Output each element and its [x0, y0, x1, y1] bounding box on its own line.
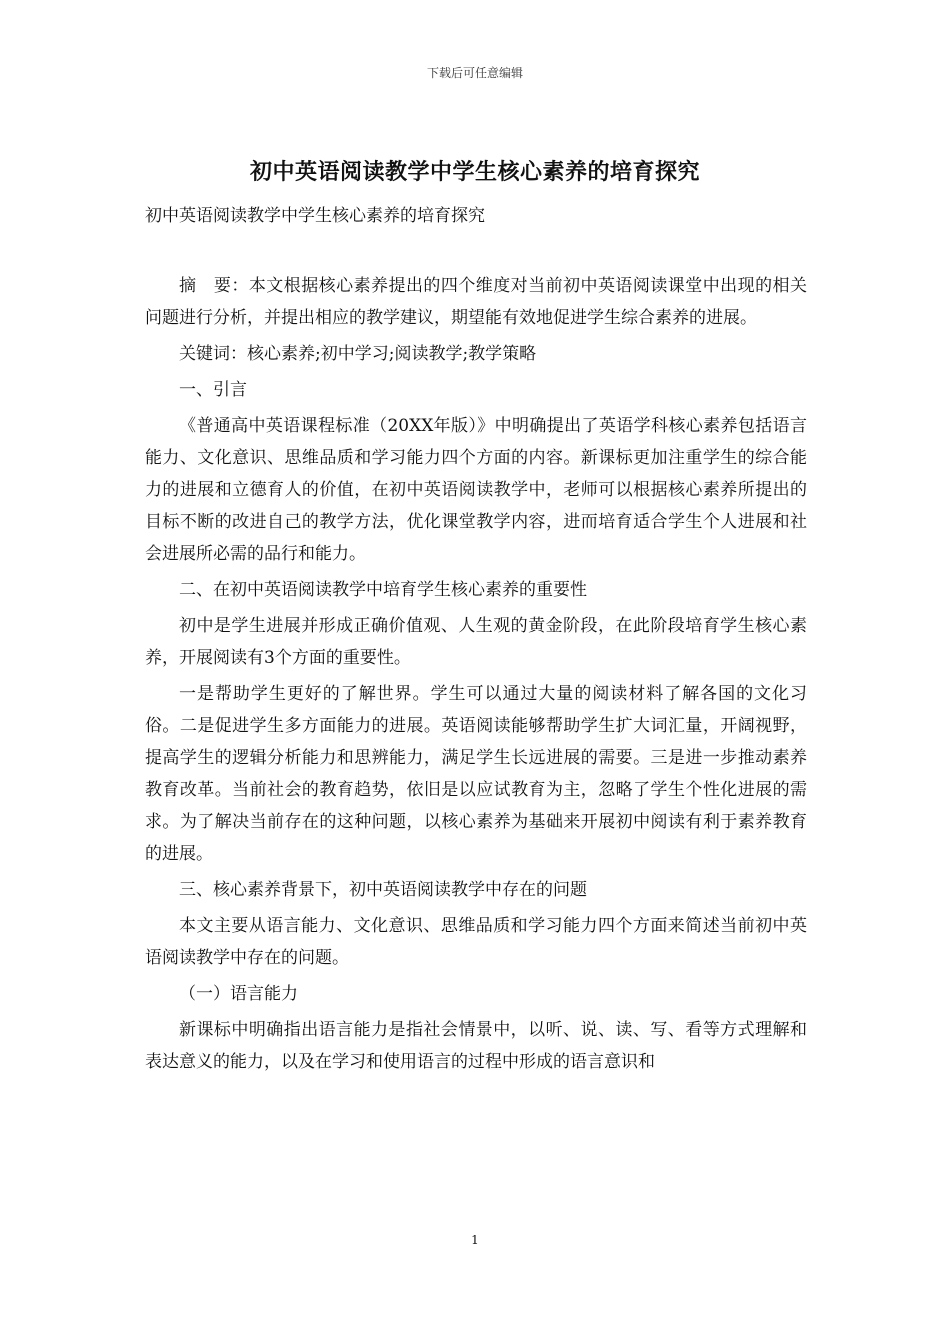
abstract-paragraph: 摘 要：本文根据核心素养提出的四个维度对当前初中英语阅读课堂中出现的相关问题进行分析，并提出相应的教学建议，期望能有效地促进学生综合素养的进展。 [145, 276, 807, 328]
subsection-heading-language-ability: （一）语言能力 [179, 984, 298, 1004]
document-title: 初中英语阅读教学中学生核心素养的培育探究 [249, 159, 700, 185]
download-note: 下载后可任意编辑 [426, 66, 523, 80]
section-heading-importance: 二、在初中英语阅读教学中培育学生核心素养的重要性 [179, 580, 587, 600]
body-paragraph: 一是帮助学生更好的了解世界。学生可以通过大量的阅读材料了解各国的文化习俗。二是促进学生多方面能力的进展。英语阅读能够帮助学生扩大词汇量，开阔视野，提高学生的逻辑分析能力和思辨能力，满足学生长远进展的需要。三是进一步推动素养教育改革。当前社会的教育趋势，依旧是以应试教育为主，忽略了学生个性化进展的需求。为了解决当前存在的这种问题，以核心素养为基础来开展初中阅读有利于素养教育的进展。 [145, 684, 807, 864]
keywords-paragraph: 关键词：核心素养;初中学习;阅读教学;教学策略 [179, 344, 537, 364]
body-paragraph: 本文主要从语言能力、文化意识、思维品质和学习能力四个方面来简述当前初中英语阅读教学中存在的问题。 [145, 916, 807, 968]
body-paragraph: 初中是学生进展并形成正确价值观、人生观的黄金阶段，在此阶段培育学生核心素养，开展阅读有3个方面的重要性。 [145, 616, 807, 668]
page-number: 1 [471, 1233, 479, 1247]
section-heading-introduction: 一、引言 [179, 380, 247, 400]
body-paragraph: 新课标中明确指出语言能力是指社会情景中，以听、说、读、写、看等方式理解和表达意义的能力，以及在学习和使用语言的过程中形成的语言意识和 [145, 1020, 807, 1072]
section-heading-problems: 三、核心素养背景下，初中英语阅读教学中存在的问题 [179, 880, 587, 900]
document-body [145, 270, 807, 1078]
body-paragraph: 《普通高中英语课程标准（20XX年版）》中明确提出了英语学科核心素养包括语言能力、文化意识、思维品质和学习能力四个方面的内容。新课标更加注重学生的综合能力的进展和立德育人的价值，在初中英语阅读教学中，老师可以根据核心素养所提出的目标不断的改进自己的教学方法，优化课堂教学内容，进而培育适合学生个人进展和社会进展所必需的品行和能力。 [145, 416, 807, 564]
document-subtitle: 初中英语阅读教学中学生核心素养的培育探究 [145, 206, 485, 226]
